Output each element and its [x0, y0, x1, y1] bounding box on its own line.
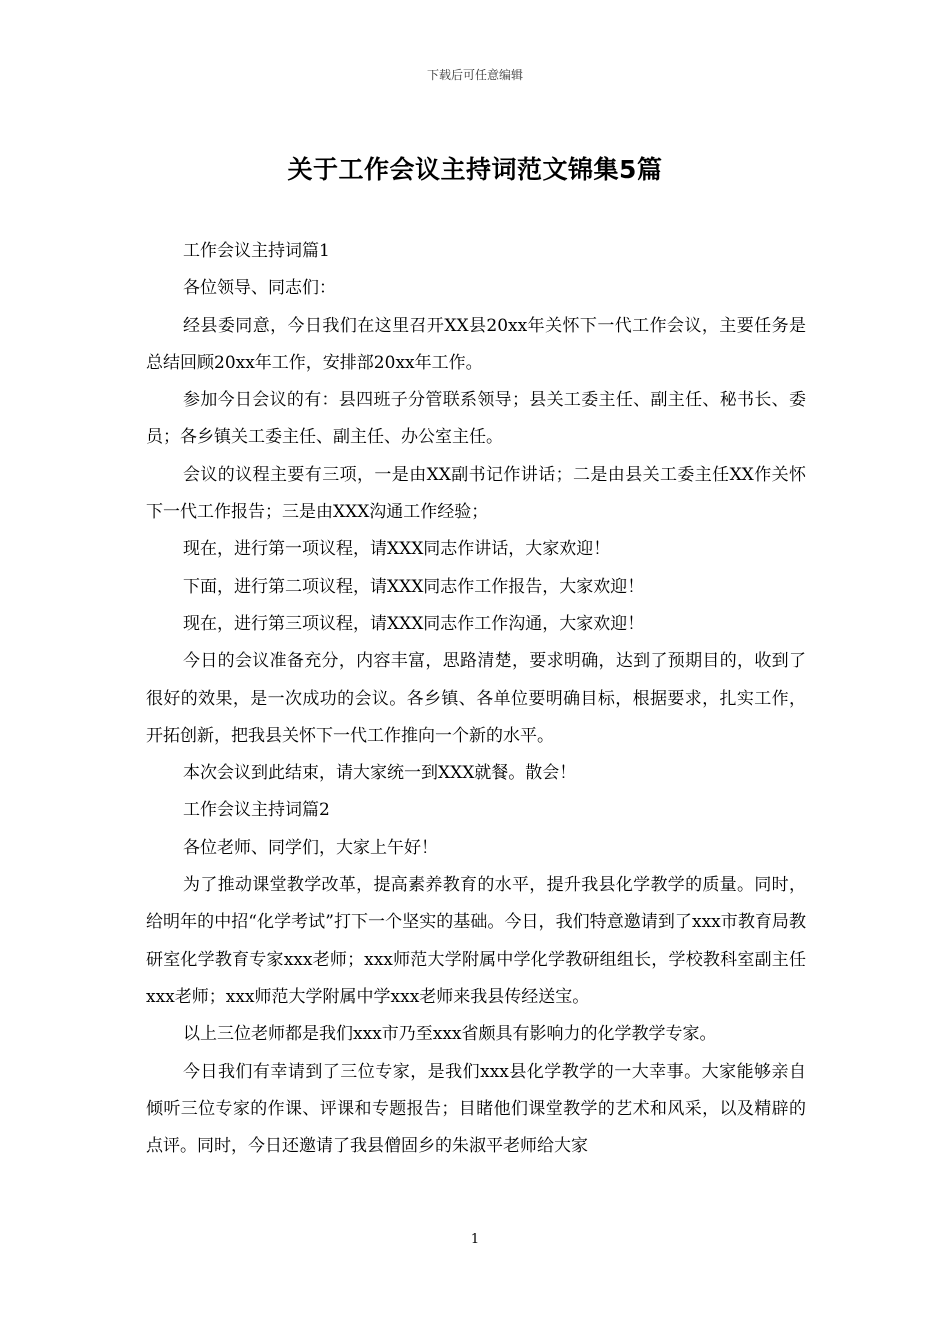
paragraph: 下面，进行第二项议程，请XXX同志作工作报告，大家欢迎！	[183, 576, 645, 597]
page-header: 下载后可任意编辑	[426, 68, 523, 82]
paragraph: 会议的议程主要有三项，一是由XX副书记作讲话；二是由县关工委主任XX作关怀下一代工作报告；三是由XXX沟通工作经验；	[146, 464, 806, 523]
paragraph: 为了推动课堂教学改革，提高素养教育的水平，提升我县化学教学的质量。同时，给明年的中招“化学考试”打下一个坚实的基础。今日，我们特意邀请到了xxx市教育局教研室化学教育专家xxx老师；xxx师范大学附属中学化学教研组组长，学校教科室副主任xxx老师；xxx师范大学附属中学xxx老师来我县传经送宝。	[146, 875, 806, 1007]
paragraph: 今日我们有幸请到了三位专家，是我们xxx县化学教学的一大幸事。大家能够亲自倾听三位专家的作课、评课和专题报告；目睹他们课堂教学的艺术和风采，以及精辟的点评。同时，今日还邀请了我县僧固乡的朱淑平老师给大家	[146, 1061, 806, 1157]
paragraph: 现在，进行第一项议程，请XXX同志作讲话，大家欢迎！	[183, 539, 611, 560]
paragraph: 各位领导、同志们：	[183, 278, 336, 299]
section-heading-1: 工作会议主持词篇1	[183, 241, 330, 261]
section-heading-2: 工作会议主持词篇2	[183, 800, 330, 821]
document-body	[146, 233, 806, 1165]
page-number: 1	[470, 1232, 480, 1247]
paragraph: 各位老师、同学们，大家上午好！	[183, 837, 438, 858]
paragraph: 参加今日会议的有：县四班子分管联系领导；县关工委主任、副主任、秘书长、委员；各乡镇关工委主任、副主任、办公室主任。	[146, 390, 806, 448]
document-title: 关于工作会议主持词范文锦集5篇	[287, 155, 663, 184]
paragraph: 现在，进行第三项议程，请XXX同志作工作沟通，大家欢迎！	[183, 613, 645, 634]
paragraph: 今日的会议准备充分，内容丰富，思路清楚，要求明确，达到了预期目的，收到了很好的效果，是一次成功的会议。各乡镇、各单位要明确目标，根据要求，扎实工作，开拓创新，把我县关怀下一代工作推向一个新的水平。	[146, 651, 806, 746]
paragraph: 经县委同意，今日我们在这里召开XX县20xx年关怀下一代工作会议，主要任务是总结回顾20xx年工作，安排部20xx年工作。	[146, 315, 806, 373]
paragraph: 以上三位老师都是我们xxx市乃至xxx省颇具有影响力的化学教学专家。	[183, 1024, 717, 1045]
paragraph: 本次会议到此结束，请大家统一到XXX就餐。散会！	[183, 763, 577, 784]
